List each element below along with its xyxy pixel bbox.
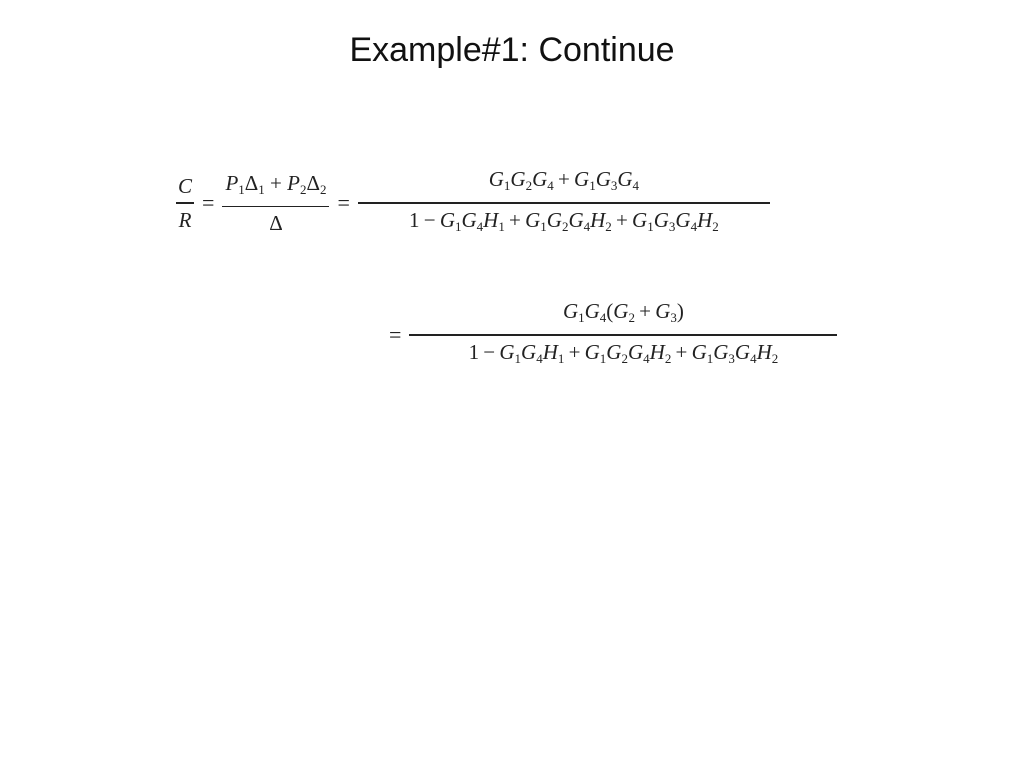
delta-denominator: Δ <box>269 211 283 235</box>
simplified-fraction <box>409 298 837 372</box>
expanded-denominator: $1 - G_1G_4H_1 + G_1G_2G_4H_2 + G_1G_3G_4H_2$ <box>409 207 719 234</box>
fraction-bar <box>358 202 770 204</box>
fraction-bar <box>222 206 329 208</box>
equals-sign: = <box>337 189 350 215</box>
c-over-r-fraction <box>176 173 194 233</box>
fraction-bar <box>176 202 194 204</box>
simplified-denominator: $1 - G_1G_4H_1 + G_1G_2G_4H_2 + G_1G_3G_4H_2$ <box>468 339 779 366</box>
equals-sign: = <box>202 189 215 215</box>
c-numerator: C <box>178 174 193 198</box>
mason-gain-fraction <box>222 170 329 237</box>
expanded-fraction <box>358 166 770 240</box>
path-sum-numerator: $P_1\Delta_1 + P_2\Delta_2$ <box>225 170 327 197</box>
fraction-bar <box>409 334 837 336</box>
factored-numerator: $G_1G_4(G_2 + G_3)$ <box>562 299 684 325</box>
slide-title: Example#1: Continue <box>349 31 675 69</box>
expanded-numerator: $G_1G_2G_4 + G_1G_3G_4$ <box>488 167 640 193</box>
transfer-function-equation <box>176 166 770 240</box>
simplified-equation <box>381 298 837 372</box>
r-denominator: R <box>178 207 192 232</box>
equals-sign: = <box>389 321 402 347</box>
